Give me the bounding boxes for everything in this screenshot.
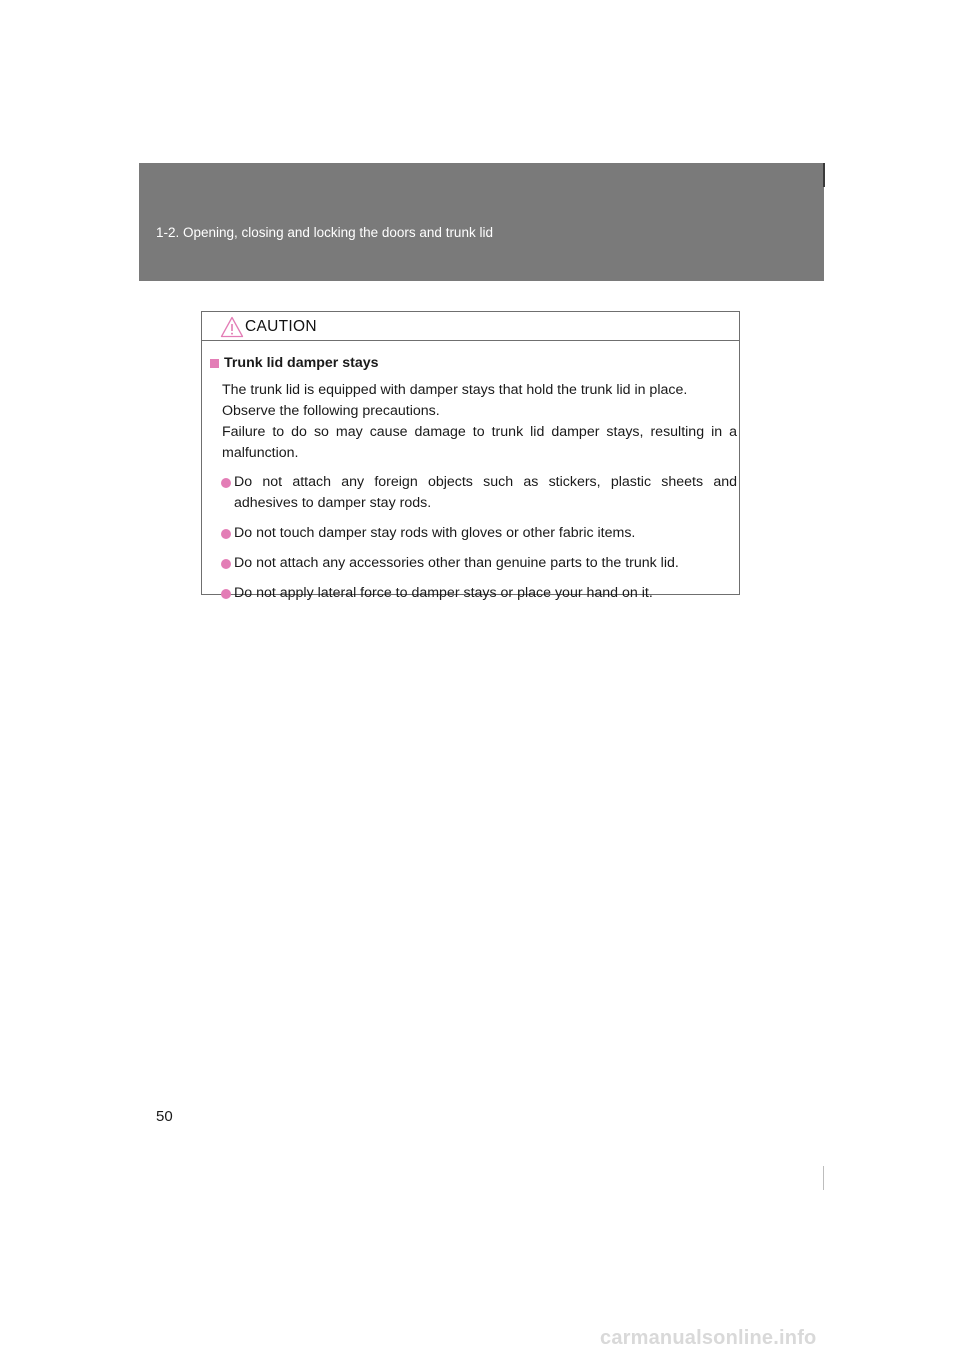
list-item-line: Do not attach any foreign objects such as stickers, plastic sheets and: [234, 474, 737, 490]
crop-mark-bottom: [823, 1166, 824, 1190]
chapter-header-title: 1-2. Opening, closing and locking the doors and trunk lid: [156, 225, 493, 240]
round-bullet-icon: [221, 478, 231, 488]
crop-mark-top: [823, 163, 825, 187]
caution-header: [202, 312, 739, 341]
list-item: [210, 472, 737, 514]
list-item-line: Do not attach any accessories other than genuine parts to the trunk lid.: [234, 555, 679, 571]
chapter-header-band: [139, 163, 824, 281]
round-bullet-icon: [221, 559, 231, 569]
paragraph-line: Observe the following precautions.: [222, 403, 440, 419]
list-item-line: adhesives to damper stay rods.: [234, 495, 432, 511]
caution-box: [201, 311, 740, 601]
round-bullet-icon: [221, 589, 231, 599]
warning-triangle-icon: [220, 316, 244, 338]
paragraph-line: The trunk lid is equipped with damper stays that hold the trunk lid in place.: [222, 382, 688, 398]
caution-paragraph: [210, 380, 737, 464]
paragraph-line: Failure to do so may cause damage to trunk lid damper stays, resulting in a: [222, 424, 737, 440]
watermark-link[interactable]: carmanualsonline.info: [600, 1327, 817, 1349]
section-title: Trunk lid damper stays: [224, 355, 379, 371]
list-item: [210, 553, 737, 574]
list-item-line: Do not touch damper stay rods with gloves or other fabric items.: [234, 525, 636, 541]
paragraph-line: malfunction.: [222, 445, 299, 461]
precaution-list: [210, 472, 737, 604]
list-item-line: Do not apply lateral force to damper stays or place your hand on it.: [234, 585, 653, 601]
list-item: [210, 523, 737, 544]
list-item: [210, 583, 737, 604]
caution-body: [210, 353, 737, 604]
section-heading: [210, 353, 737, 374]
square-bullet-icon: [210, 359, 219, 368]
page-number: 50: [156, 1108, 173, 1125]
round-bullet-icon: [221, 529, 231, 539]
caution-label: CAUTION: [245, 318, 317, 335]
